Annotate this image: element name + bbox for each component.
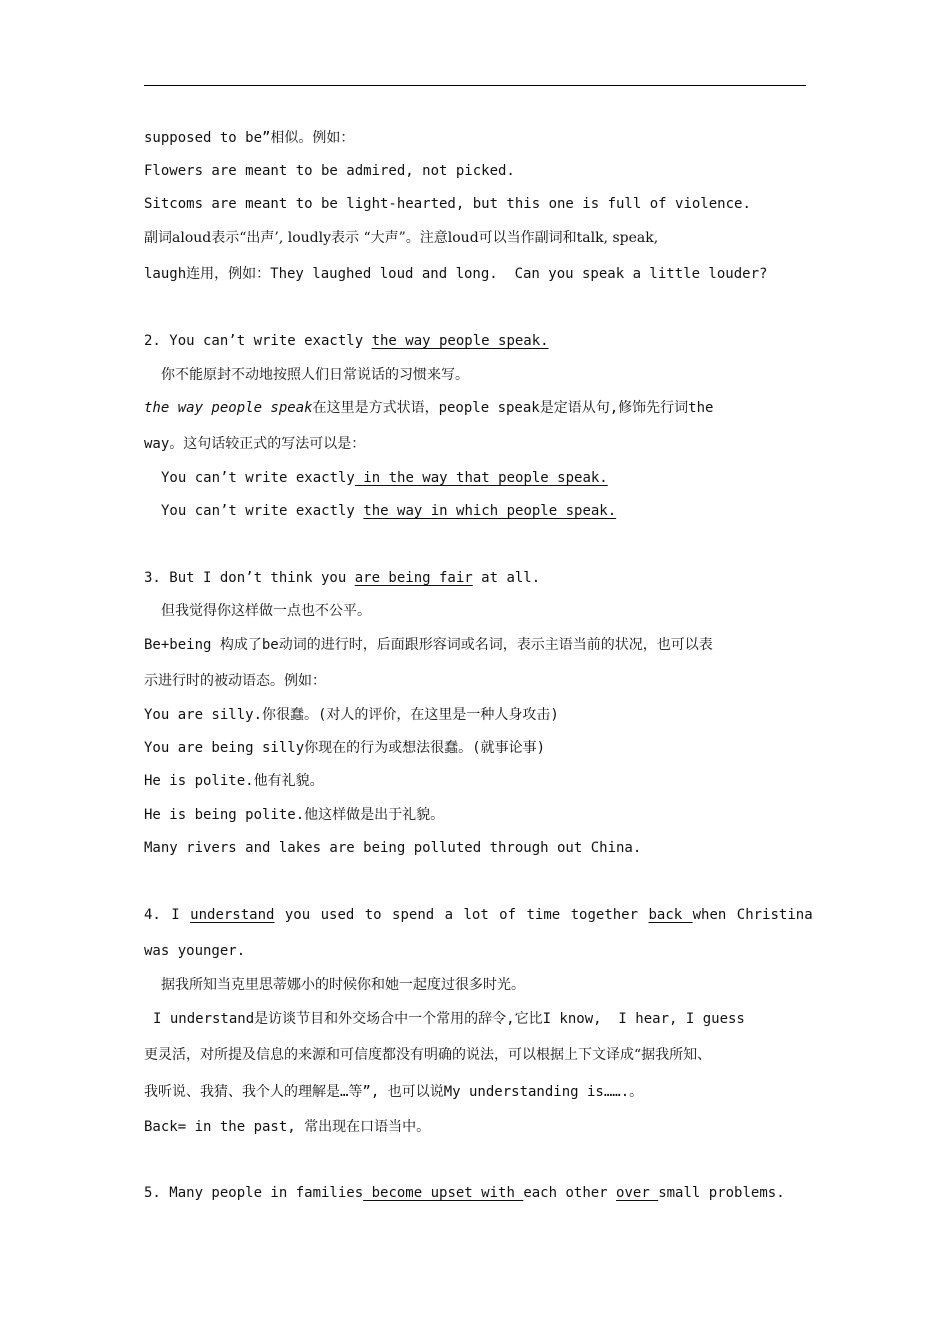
italic-phrase: the way people speak [144,400,313,416]
item-heading: 3. But I don’t think you are being fair at all. [144,570,541,586]
text-line: Be+being 构成了be动词的进行时，后面跟形容词或名词，表示主语当前的状况，也可以表 [144,637,713,653]
example-line: You are silly.你很蠢。(对人的评价，在这里是一种人身攻击) [144,707,559,723]
item-heading: 2. You can’t write exactly the way people speak. [144,333,549,349]
underlined-phrase: in the way that people speak. [354,470,608,486]
text-line: the way people speak在这里是方式状语，people speak是定语从句,修饰先行词the [144,400,714,416]
text-line: way。这句话较正式的写法可以是： [144,436,366,452]
underlined-phrase: back [648,907,693,923]
example-line: You can’t write exactly the way in which people speak. [161,503,617,519]
underlined-phrase: the way people speak. [371,333,549,349]
underlined-phrase: the way in which people speak. [363,503,617,519]
text-line: Back= in the past, 常出现在口语当中。 [144,1119,431,1135]
text-line: 我听说、我猜、我个人的理解是…等”, 也可以说My understanding is…….。 [144,1084,644,1100]
translation-line: 你不能原封不动地按照人们日常说话的习惯来写。 [161,367,469,383]
header-rule [144,85,806,86]
item-heading: 5. Many people in families become upset with each other over small problems. [144,1185,785,1201]
text-line: supposed to be”相似。例如： [144,130,355,146]
item-heading: 4. I understand you used to spend a lot of time together back when Christina [144,907,813,923]
example-line: Many rivers and lakes are being polluted through out China. [144,840,642,856]
example-line: You can’t write exactly in the way that people speak. [161,470,608,486]
text-line: 示进行时的被动语态。例如： [144,673,326,689]
underlined-phrase: over [616,1185,659,1201]
text-line: 副词aloud表示“出声’, loudly表示 “大声”。注意loud可以当作副词和talk, speak, [144,230,659,246]
text-line: Flowers are meant to be admired, not picked. [144,163,515,179]
text-line: I understand是访谈节目和外交场合中一个常用的辞令,它比I know, I hear, I guess [153,1011,745,1027]
underlined-phrase: are being fair [354,570,473,586]
text-line: Sitcoms are meant to be light-hearted, but this one is full of violence. [144,196,751,212]
text-line: laugh连用，例如：They laughed loud and long. Can you speak a little louder? [144,266,768,282]
underlined-phrase: understand [190,907,275,923]
example-line: He is polite.他有礼貌。 [144,773,324,789]
example-line: He is being polite.他这样做是出于礼貌。 [144,807,445,823]
text-line: 更灵活，对所提及信息的来源和可信度都没有明确的说法，可以根据上下文译成“据我所知、 [144,1047,712,1063]
text-line: was younger. [144,943,246,959]
underlined-phrase: become upset with [363,1185,524,1201]
translation-line: 但我觉得你这样做一点也不公平。 [161,603,371,619]
example-line: You are being silly你现在的行为或想法很蠢。(就事论事) [144,740,546,756]
translation-line: 据我所知当克里思蒂娜小的时候你和她一起度过很多时光。 [161,977,525,993]
